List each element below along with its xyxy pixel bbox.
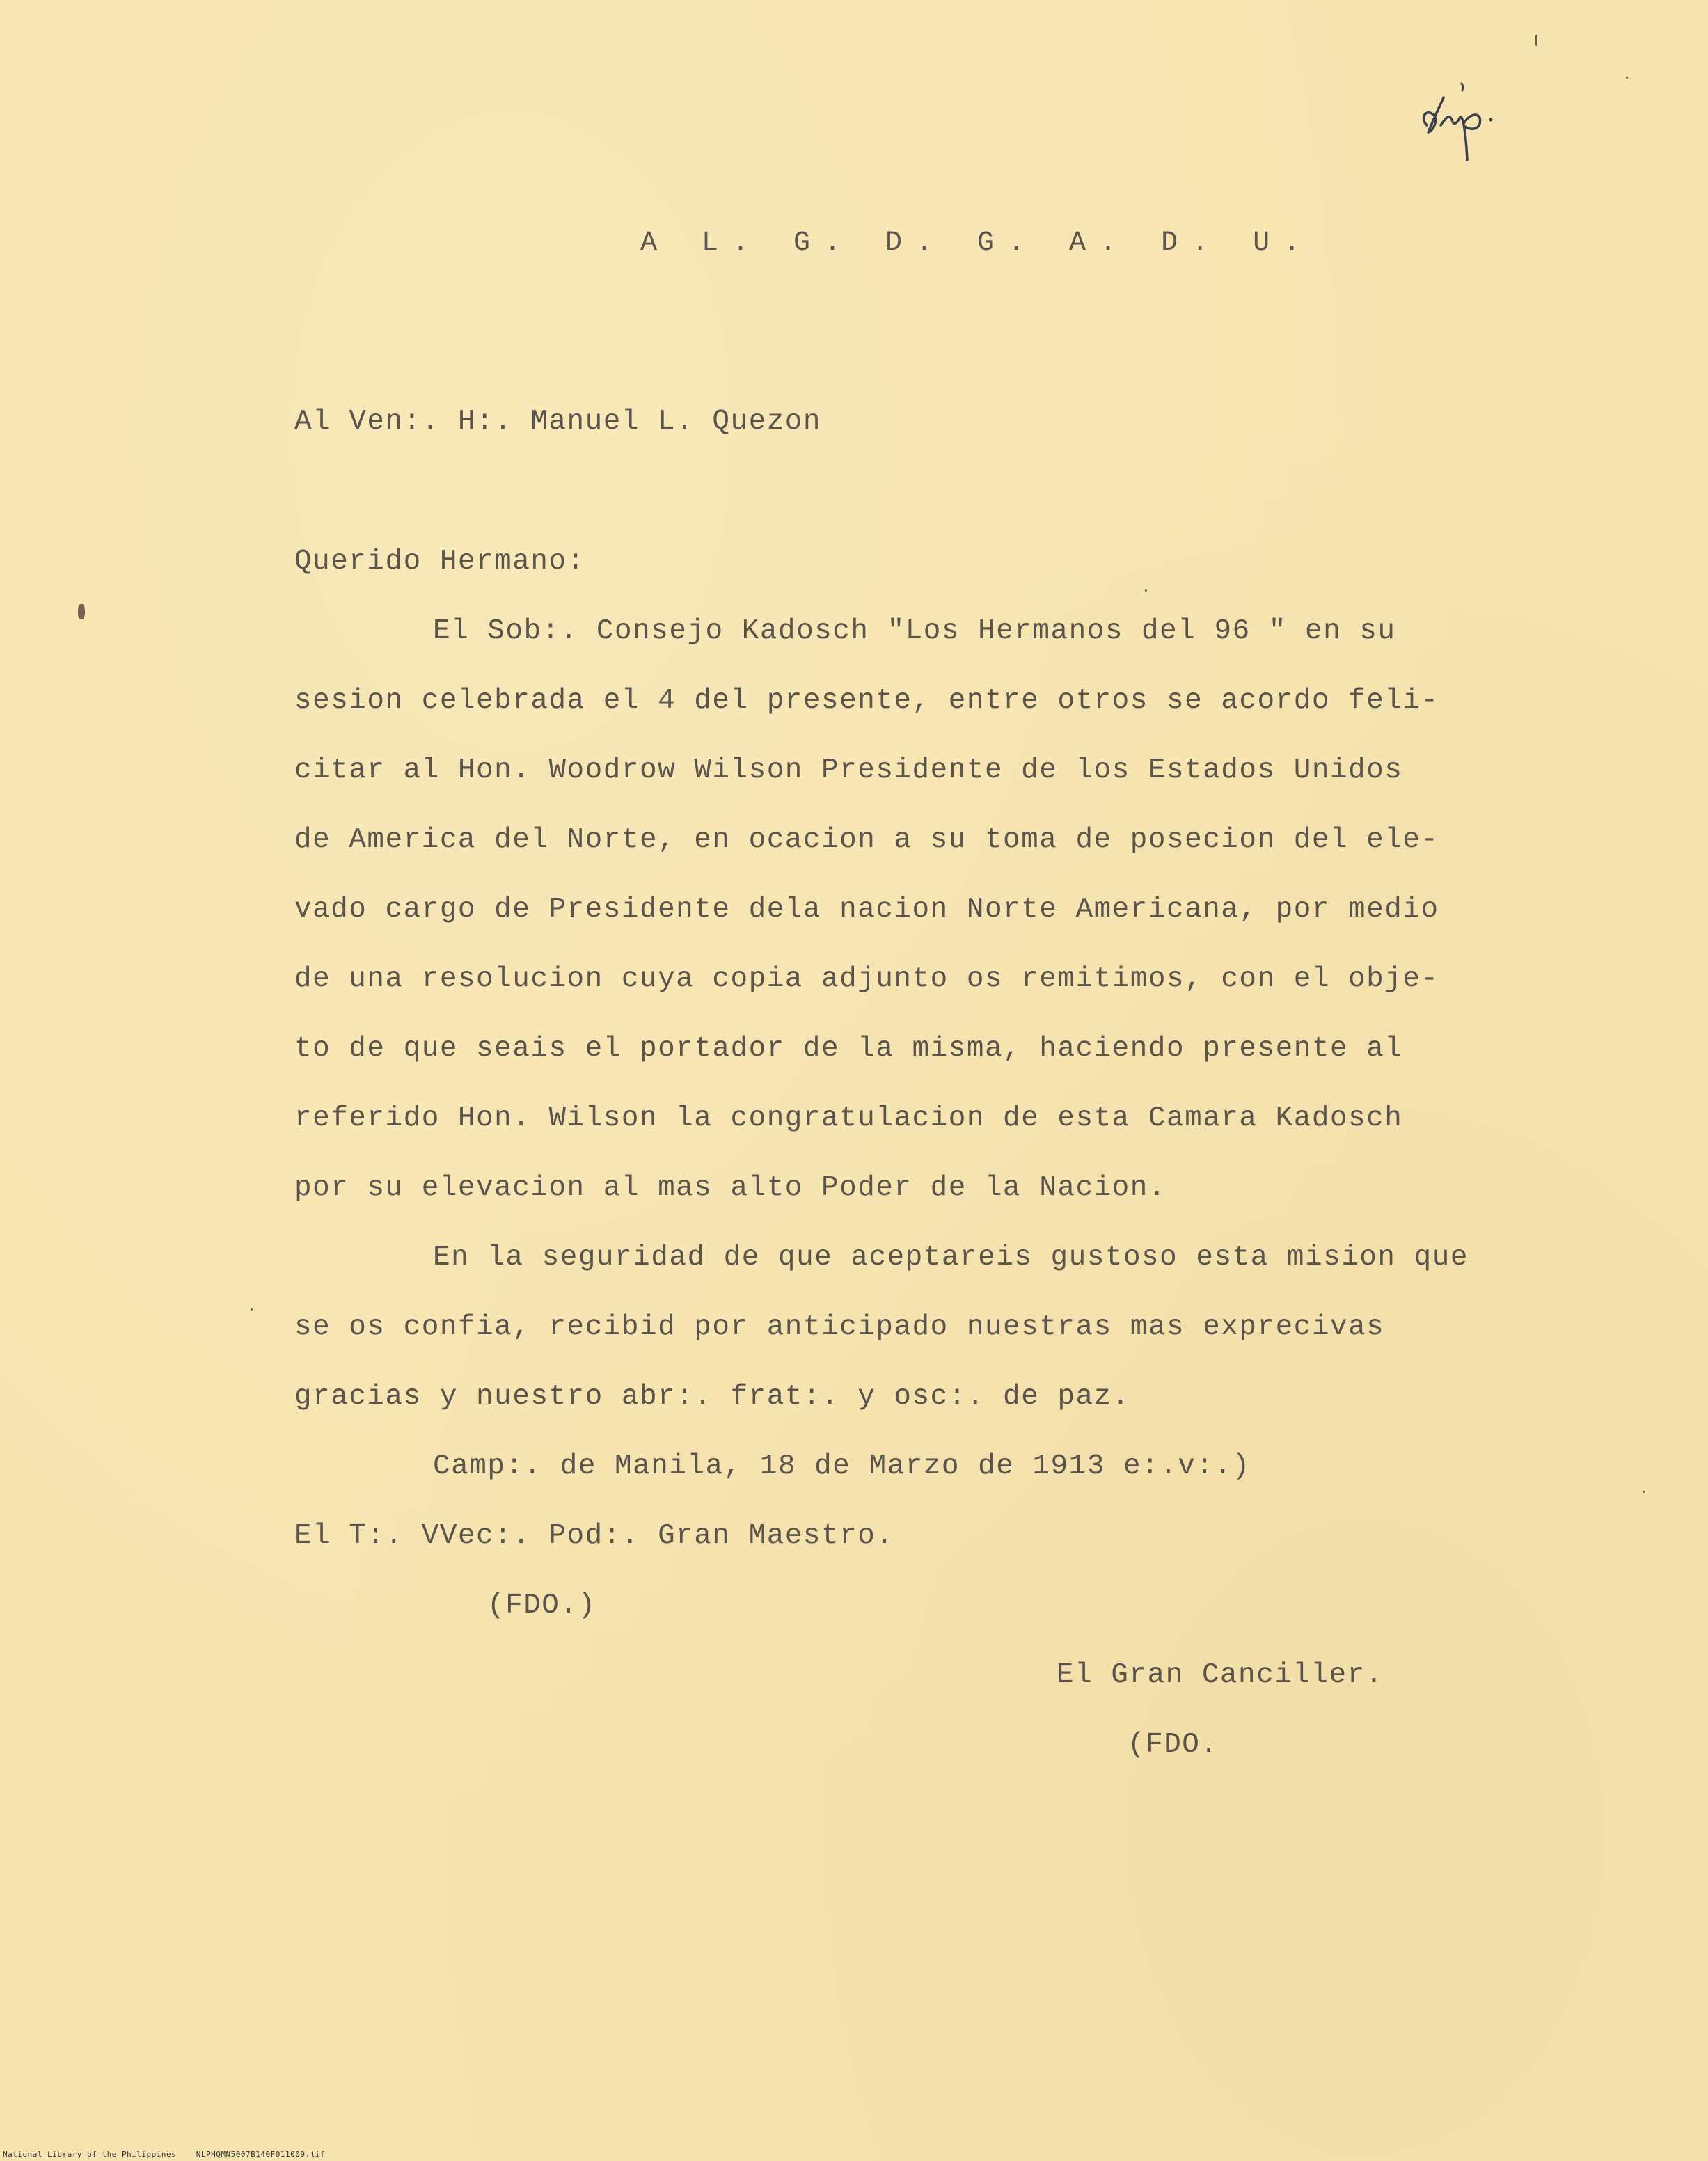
scan-speck (251, 1308, 253, 1311)
body-line: El Sob:. Consejo Kadosch "Los Hermanos del 96 " en su (433, 615, 1396, 647)
footer-source: National Library of the Philippines (3, 2150, 177, 2159)
addressee: Al Ven:. H:. Manuel L. Quezon (294, 406, 822, 438)
scan-speck (1626, 77, 1628, 79)
body-line: sesion celebrada el 4 del presente, entre otros se acordo feli- (294, 685, 1439, 717)
body-line: En la seguridad de que aceptareis gustoso esta mision que (433, 1242, 1469, 1274)
footer-file: NLPHQMN5007B140F011009.tif (196, 2150, 325, 2159)
body-line: referido Hon. Wilson la congratulacion de esta Camara Kadosch (294, 1102, 1403, 1134)
heading: A L. G. D. G. A. D. U. (640, 228, 1315, 259)
body-line: por su elevacion al mas alto Poder de la Nacion. (294, 1172, 1167, 1204)
signatory-2-title: El Gran Canciller. (1057, 1659, 1384, 1691)
scan-speck (1643, 1491, 1645, 1493)
signatory-1-title: El T:. VVec:. Pod:. Gran Maestro. (294, 1520, 894, 1552)
scan-speck (1535, 35, 1537, 46)
scan-speck (78, 604, 85, 619)
body-line: citar al Hon. Woodrow Wilson Presidente de los Estados Unidos (294, 754, 1403, 786)
body-line: se os confia, recibid por anticipado nuestras mas exprecivas (294, 1311, 1385, 1343)
body-line: to de que seais el portador de la misma, haciendo presente al (294, 1033, 1403, 1065)
scan-speck (1145, 589, 1147, 592)
body-line: de una resolucion cuya copia adjunto os remitimos, con el obje- (294, 963, 1439, 995)
body-line: vado cargo de Presidente dela nacion Norte Americana, por medio (294, 894, 1439, 926)
scan-footer (3, 2150, 325, 2159)
body-line: de America del Norte, en ocacion a su toma de posecion del ele- (294, 824, 1439, 856)
body-line: gracias y nuestro abr:. frat:. y osc:. de paz. (294, 1381, 1130, 1413)
salutation: Querido Hermano: (294, 546, 585, 578)
signatory-2-signed: (FDO. (1128, 1729, 1219, 1761)
place-date: Camp:. de Manila, 18 de Marzo de 1913 e:.v:.) (433, 1450, 1251, 1482)
handwritten-annotation (1413, 77, 1524, 195)
signatory-1-signed: (FDO.) (487, 1590, 596, 1622)
